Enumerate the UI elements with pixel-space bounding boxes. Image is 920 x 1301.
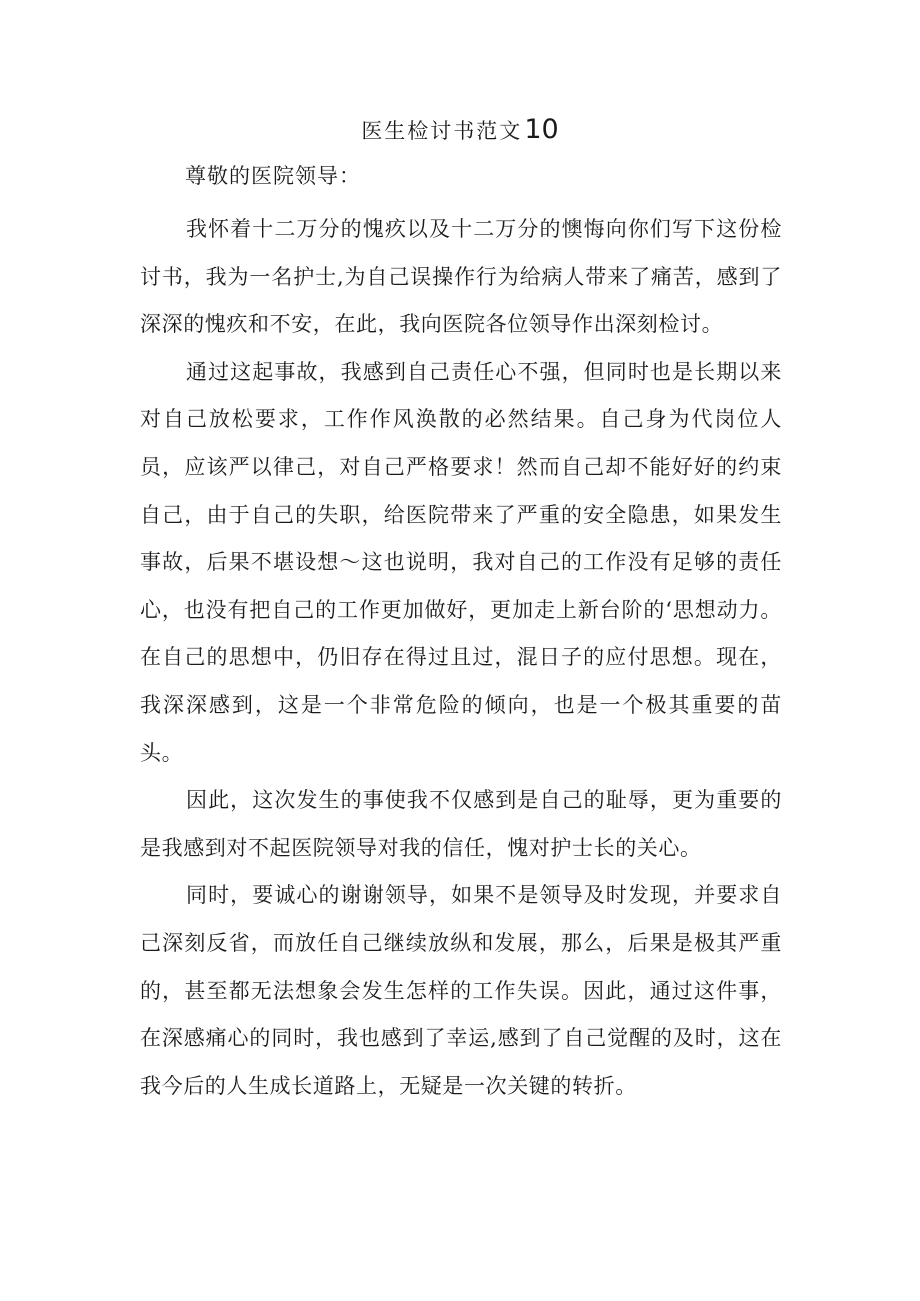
body-text [140,206,782,1110]
title-text: 医生检讨书范文 [361,119,523,143]
paragraph: 通过这起事故，我感到自己责任心不强，但同时也是长期以来对自己放松要求，工作作风涣散的必然结果。自己身为代岗位人员，应该严以律己，对自己严格要求！然而自己却不能好好的约束自己，由于自己的失职，给医院带来了严重的安全隐患，如果发生事故，后果不堪设想～这也说明，我对自己的工作没有足够的责任心，也没有把自己的工作更加做好，更加走上新台阶的‘思想动力。在自己的思想中，仍旧存在得过且过，混日子的应付思想。现在，我深深感到，这是一个非常危险的倾向，也是一个极其重要的苗头。 [140,359,782,765]
paragraph: 因此，这次发生的事使我不仅感到是自己的耻辱，更为重要的是我感到对不起医院领导对我的信任，愧对护士长的关心。 [140,788,782,860]
paragraph: 同时，要诚心的谢谢领导，如果不是领导及时发现，并要求自己深刻反省，而放任自己继续放纵和发展，那么，后果是极其严重的，甚至都无法想象会发生怎样的工作失误。因此，通过这件事，在深感痛心的同时，我也感到了幸运,感到了自己觉醒的及时，这在我今后的人生成长道路上，无疑是一次关键的转折。 [140,883,782,1098]
document-title [0,112,920,149]
title-number: 10 [524,114,559,145]
salutation: 尊敬的医院领导： [185,164,361,188]
paragraph: 我怀着十二万分的愧疚以及十二万分的懊悔向你们写下这份检讨书，我为一名护士,为自己误操作行为给病人带来了痛苦，感到了深深的愧疚和不安，在此，我向医院各位领导作出深刻检讨。 [140,217,782,337]
